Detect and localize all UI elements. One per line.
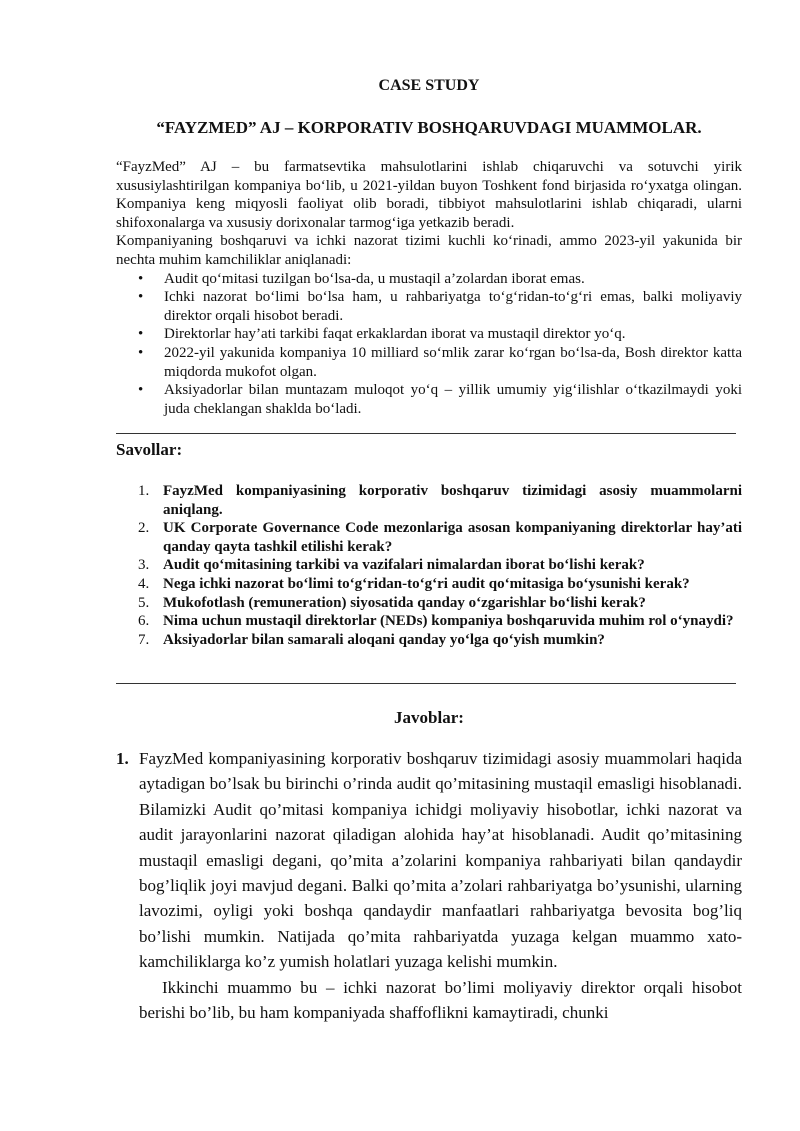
answers-heading: Javoblar: bbox=[394, 708, 464, 727]
document-title: “FAYZMED” AJ – KORPORATIV BOSHQARUVDAGI MUAMMOLAR. bbox=[156, 118, 702, 137]
issue-bullet-item: • Aksiyadorlar bilan muntazam muloqot yo‘q – yillik umumiy yig‘ilishlar o‘tkazilmaydi yoki juda cheklangan shaklda bo‘ladi. bbox=[116, 381, 742, 418]
divider-bottom bbox=[116, 683, 736, 684]
question-number: 3. bbox=[138, 557, 150, 574]
question-number: 2. bbox=[138, 520, 150, 537]
answer-paragraph-2: Ikkinchi muammo bu – ichki nazorat bo’limi moliyaviy direktor orqali hisobot berishi bo’lib, bu ham kompaniyada shaffoflikni kamaytiradi, chunki bbox=[139, 977, 742, 1023]
question-number: 1. bbox=[138, 483, 150, 499]
answer-item bbox=[116, 746, 742, 1025]
question-item bbox=[116, 519, 742, 556]
question-text: FayzMed kompaniyasining korporativ boshqaruv tizimidagi asosiy muammolarni aniqlang. bbox=[163, 483, 742, 518]
issue-bullet-item: • Ichki nazorat bo‘limi bo‘lsa ham, u rahbariyatga to‘g‘ridan-to‘g‘ri emas, balki moliyaviy direktor orqali hisobot beradi. bbox=[116, 288, 742, 325]
intro-section bbox=[116, 158, 742, 418]
question-number: 5. bbox=[138, 594, 150, 611]
issue-bullet-item: • Direktorlar hay’ati tarkibi faqat erkaklardan iborat va mustaqil direktor yo‘q. bbox=[116, 325, 742, 344]
question-item bbox=[116, 482, 742, 519]
issues-bullet-list bbox=[116, 270, 742, 419]
answer-paragraph-1: FayzMed kompaniyasining korporativ boshqaruv tizimidagi asosiy muammolari haqida aytadigan bo’lsak bu birinchi o’rinda audit qo’mitasining mustaqil emasligi hisoblanadi. Bilamizki Audit qo’mitasi kompaniya ichidgi moliyaviy hisobotlar, ichki nazorat va audit jarayonlarini nazorat qiladigan alohida hay’at hisoblanadi. Audit qo’mitasining mustaqil emasligi degani, qo’mita a’zolarini kompaniya rahbariyati bilan qandaydir bog’liqlik joyi mavjud degani. Balki qo’mita a’zolari rahbariyatga bo’ysunishi, ularning lavozimi, oyligi yoki boshqa qandaydir manfaatlari rahbariyatga bevosita bog’liq bo’lishi mumkin. Natijada qo’mita rahbariyatda yuzaga kelgan muammo xato-kamchiliklarga ko’z yumish holatlari yuzaga kelishi mumkin. bbox=[139, 749, 742, 972]
question-text: Nega ichki nazorat bo‘limi to‘g‘ridan-to‘g‘ri audit qo‘mitasiga bo‘ysunishi kerak? bbox=[163, 575, 690, 592]
question-item bbox=[116, 556, 742, 575]
issue-bullet-item: • 2022-yil yakunida kompaniya 10 milliard so‘mlik zarar ko‘rgan bo‘lsa-da, Bosh direktor katta miqdorda mukofot olgan. bbox=[116, 344, 742, 381]
question-item bbox=[116, 594, 742, 613]
questions-heading: Savollar: bbox=[116, 440, 183, 459]
question-text: Nima uchun mustaqil direktorlar (NEDs) kompaniya boshqaruvida muhim rol o‘ynaydi? bbox=[163, 613, 734, 630]
question-item bbox=[116, 631, 742, 650]
intro-paragraph-2: Kompaniyaning boshqaruvi va ichki nazorat tizimi kuchli ko‘rinadi, ammo 2023-yil yakunida bir nechta muhim kamchiliklar aniqlanadi: bbox=[116, 233, 742, 268]
questions-list bbox=[116, 482, 742, 649]
divider-top bbox=[116, 433, 736, 434]
question-number: 4. bbox=[138, 575, 150, 592]
question-number: 6. bbox=[138, 613, 150, 630]
case-study-label: CASE STUDY bbox=[378, 77, 480, 94]
question-text: Mukofotlash (remuneration) siyosatida qanday o‘zgarishlar bo‘lishi kerak? bbox=[163, 594, 646, 611]
question-item bbox=[116, 575, 742, 594]
question-item bbox=[116, 612, 742, 631]
question-number: 7. bbox=[138, 631, 150, 648]
answer-body bbox=[139, 746, 742, 1025]
question-text: Aksiyadorlar bilan samarali aloqani qanday yo‘lga qo‘yish mumkin? bbox=[163, 631, 605, 648]
intro-paragraph-1: “FayzMed” AJ – bu farmatsevtika mahsulotlarini ishlab chiqaruvchi va sotuvchi yirik xususiylashtirilgan kompaniya bo‘lib, u 2021-yildan buyon Toshkent fond birjasida ro‘yxatga olingan. Kompaniya keng miqyosli faoliyat olib boradi, tibbiyot mahsulotlarini ishlab chiqaradi, ularni shifoxonalarga va xususiy dorixonalar tarmog‘iga yetkazib beradi. bbox=[116, 159, 742, 231]
answer-number: 1. bbox=[116, 749, 129, 768]
issue-bullet-item: • Audit qo‘mitasi tuzilgan bo‘lsa-da, u mustaqil a’zolardan iborat emas. bbox=[116, 270, 742, 289]
question-text: UK Corporate Governance Code mezonlariga asosan kompaniyaning direktorlar hay’ati qanday qayta tashkil etilishi kerak? bbox=[163, 520, 742, 555]
question-text: Audit qo‘mitasining tarkibi va vazifalari nimalardan iborat bo‘lishi kerak? bbox=[163, 557, 645, 574]
